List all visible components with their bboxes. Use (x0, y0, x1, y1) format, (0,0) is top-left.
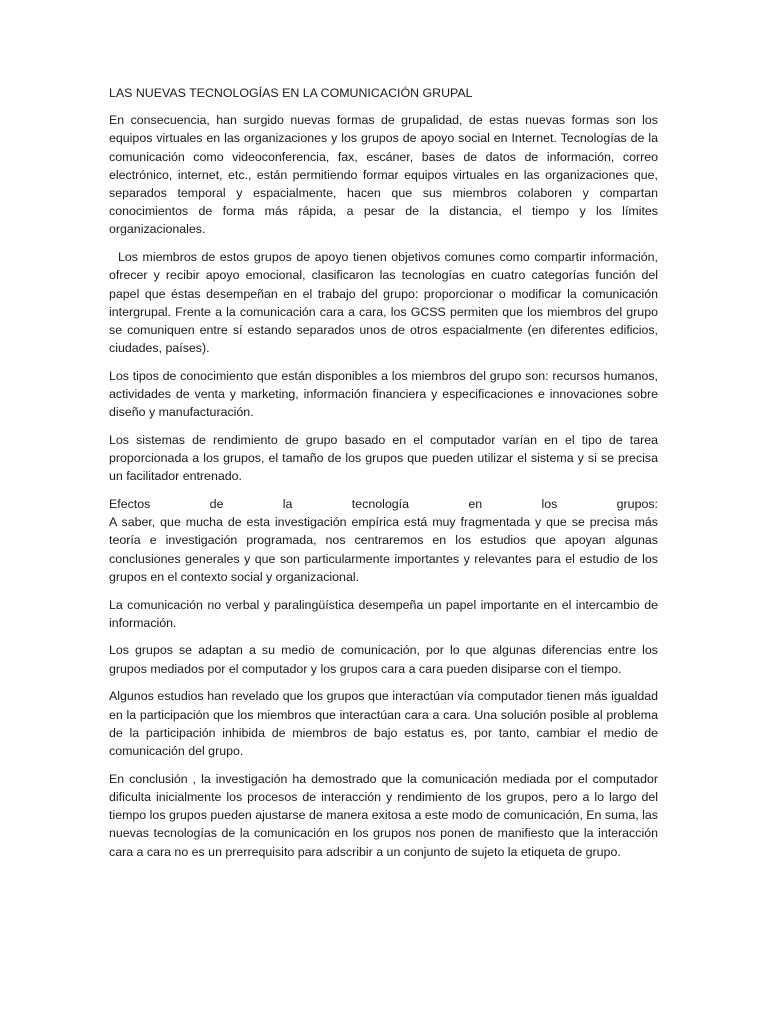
effects-heading: Efectos de la tecnología en los grupos: (109, 497, 658, 512)
paragraph-participation: Algunos estudios han revelado que los grupos que interactúan vía computador tienen más igualdad en la participación que los miembros que interactúan cara a cara. Una solución posible al problema de la participación inhibida de miembros de bajo estatus es, por tanto, cambiar el medio de comunicación del grupo. (109, 689, 658, 758)
document-body (109, 84, 658, 870)
document-title: LAS NUEVAS TECNOLOGÍAS EN LA COMUNICACIÓN GRUPAL (109, 86, 473, 100)
paragraph-performance-systems: Los sistemas de rendimiento de grupo basado en el computador varían en el tipo de tarea proporcionada a los grupos, el tamaño de los grupos que pueden utilizar el sistema y si se precisa un facilitador entrenado. (109, 432, 658, 484)
paragraph-adaptation: Los grupos se adaptan a su medio de comunicación, por lo que algunas diferencias entre los grupos mediados por el computador y los grupos cara a cara pueden disiparse con el tiempo. (109, 643, 658, 676)
effects-paragraph: A saber, que mucha de esta investigación empírica está muy fragmentada y que se precisa más teoría e investigación programada, nos centraremos en los estudios que apoyan algunas conclusiones generales y que son particularmente importantes y relevantes para el estudio de los grupos en el contexto social y organizacional. (109, 515, 658, 584)
paragraph-support-groups: Los miembros de estos grupos de apoyo tienen objetivos comunes como compartir información, ofrecer y recibir apoyo emocional, clasificaron las tecnologías en cuatro categorías función del papel que éstas desempeñan en el trabajo del grupo: proporcionar o modificar la comunicación intergrupal. Frente a la comunicación cara a cara, los GCSS permiten que los miembros del grupo se comuniquen entre sí estando separados unos de otros espacialmente (en diferentes edificios, ciudades, países). (109, 250, 658, 356)
paragraph-conclusion: En conclusión , la investigación ha demostrado que la comunicación mediada por el computador dificulta inicialmente los procesos de interacción y rendimiento de los grupos, pero a lo largo del tiempo los grupos pueden ajustarse de manera exitosa a este modo de comunicación, En suma, las nuevas tecnologías de la comunicación en los grupos nos ponen de manifiesto que la interacción cara a cara no es un prerrequisito para adscribir a un conjunto de sujeto la etiqueta de grupo. (109, 771, 658, 859)
paragraph-new-group-forms: En consecuencia, han surgido nuevas formas de grupalidad, de estas nuevas formas son los equipos virtuales en las organizaciones y los grupos de apoyo social en Internet. Tecnologías de la comunicación como videoconferencia, fax, escáner, bases de datos de información, correo electrónico, internet, etc., están permitiendo formar equipos virtuales en las organizaciones que, separados temporal y espacialmente, hacen que sus miembros colaboren y compartan conocimientos de forma más rápida, a pesar de la distancia, el tiempo y los límites organizacionales. (109, 113, 658, 237)
effects-section (109, 495, 658, 586)
paragraph-nonverbal: La comunicación no verbal y paralingüística desempeña un papel importante en el intercambio de información. (109, 597, 658, 630)
paragraph-knowledge-types: Los tipos de conocimiento que están disponibles a los miembros del grupo son: recursos humanos, actividades de venta y marketing, información financiera y especificaciones e innovaciones sobre diseño y manufacturación. (109, 368, 658, 420)
